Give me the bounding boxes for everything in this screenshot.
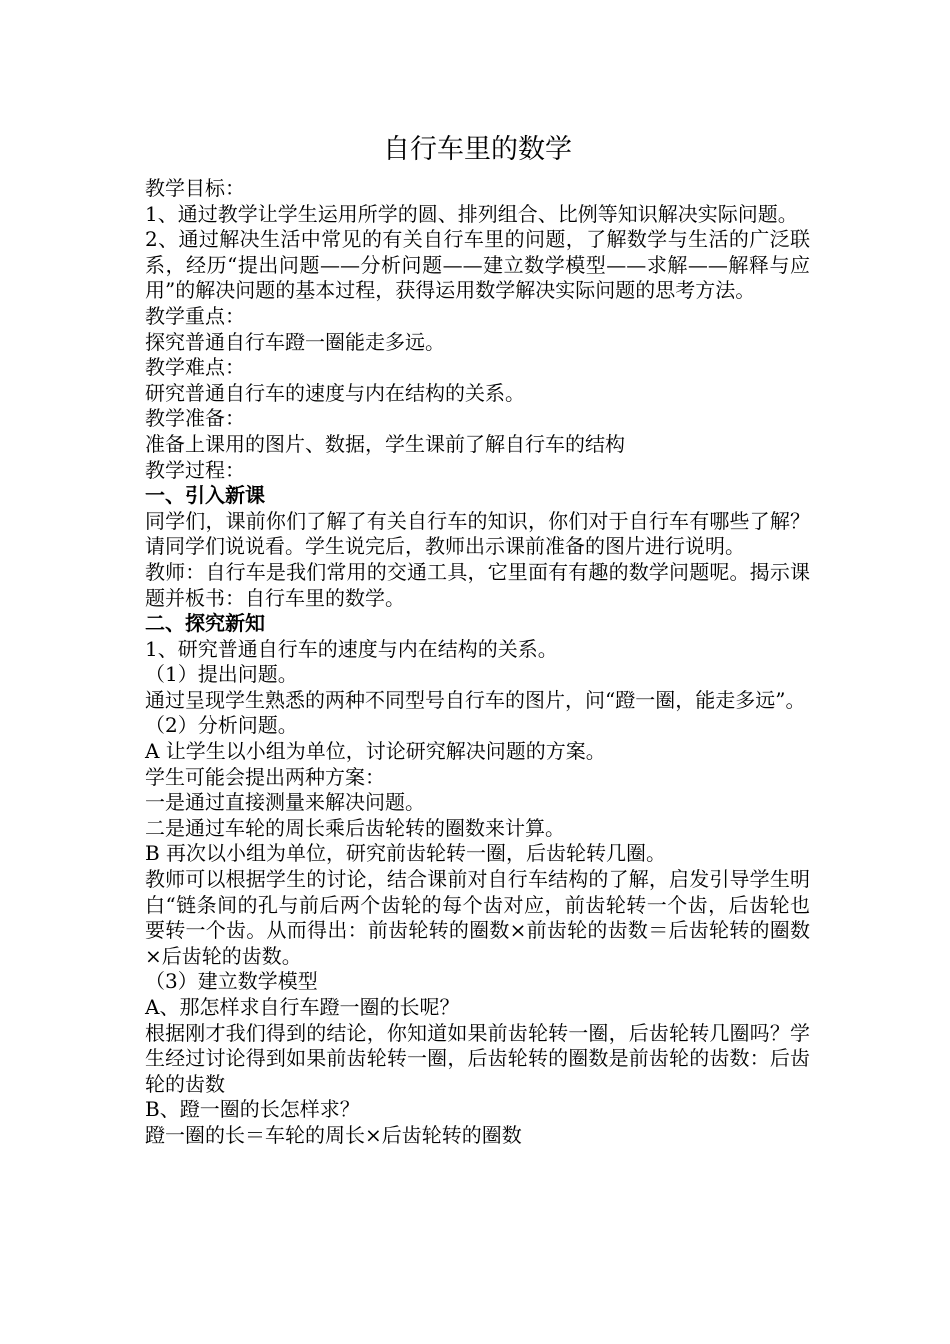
analyze-b: B 再次以小组为单位，研究前齿轮转一圈，后齿轮转几圈。 (145, 841, 667, 866)
section-heading-key-point: 教学重点： (145, 303, 245, 328)
section-heading-difficulty: 教学难点： (145, 355, 245, 380)
section-heading-objectives: 教学目标： (145, 176, 245, 200)
step-raise-question: （1）提出问题。 (145, 662, 298, 687)
model-a-text: 根据刚才我们得到的结论，你知道如果前齿轮转一圈，后齿轮转几圈吗？学生经过讨论得到如果前齿轮转一圈，后齿轮转的圈数是前齿轮的齿数：后齿轮的齿数 (145, 1020, 810, 1096)
part-heading-explore: 二、探究新知 (145, 611, 265, 636)
document-body (145, 128, 810, 1149)
section-heading-preparation: 教学准备： (145, 406, 245, 431)
explore-item-1: 1、研究普通自行车的速度与内在结构的关系。 (145, 636, 558, 661)
model-b-formula: 蹬一圈的长＝车轮的周长×后齿轮转的圈数 (145, 1122, 522, 1147)
introduction-text-1: 同学们，课前你们了解了有关自行车的知识，你们对于自行车有哪些了解？请同学们说说看。学生说完后，教师出示课前准备的图片进行说明。 (145, 508, 810, 559)
objective-2: 2、通过解决生活中常见的有关自行车里的问题，了解数学与生活的广泛联系，经历“提出问题——分析问题——建立数学模型——求解——解释与应用”的解决问题的基本过程，获得运用数学解决实际问题的思考方法。 (145, 227, 810, 303)
introduction-text-2: 教师：自行车是我们常用的交通工具，它里面有有趣的数学问题呢。揭示课题并板书：自行车里的数学。 (145, 559, 810, 610)
analyze-a: A 让学生以小组为单位，讨论研究解决问题的方案。 (145, 739, 606, 764)
document-title: 自行车里的数学 (383, 134, 572, 165)
preparation-text: 准备上课用的图片、数据，学生课前了解自行车的结构 (145, 431, 625, 456)
analyze-plan-2: 二是通过车轮的周长乘后齿轮转的圈数来计算。 (145, 815, 565, 840)
step-raise-question-text: 通过呈现学生熟悉的两种不同型号自行车的图片，问“蹬一圈，能走多远”。 (145, 687, 806, 712)
part-heading-introduction: 一、引入新课 (145, 483, 265, 508)
model-b: B、蹬一圈的长怎样求？ (145, 1097, 360, 1122)
difficulty-text: 研究普通自行车的速度与内在结构的关系。 (145, 380, 525, 405)
section-heading-process: 教学过程： (145, 457, 245, 482)
step-analyze: （2）分析问题。 (145, 713, 298, 738)
objective-1: 1、通过教学让学生运用所学的圆、排列组合、比例等知识解决实际问题。 (145, 201, 798, 226)
analyze-plan-1: 一是通过直接测量来解决问题。 (145, 790, 425, 815)
key-point-text: 探究普通自行车蹬一圈能走多远。 (145, 329, 445, 354)
model-a: A、那怎样求自行车蹬一圈的长呢？ (145, 995, 460, 1019)
analyze-guidance: 教师可以根据学生的讨论，结合课前对自行车结构的了解，启发引导学生明白“链条间的孔与前后两个齿轮的每个齿对应，前齿轮转一个齿，后齿轮也要转一个齿。从而得出：前齿轮转的圈数×前齿轮的齿数＝后齿轮转的圈数×后齿轮的齿数。 (145, 867, 810, 968)
step-model: （3）建立数学模型 (145, 969, 318, 994)
analyze-plans: 学生可能会提出两种方案： (145, 764, 385, 789)
